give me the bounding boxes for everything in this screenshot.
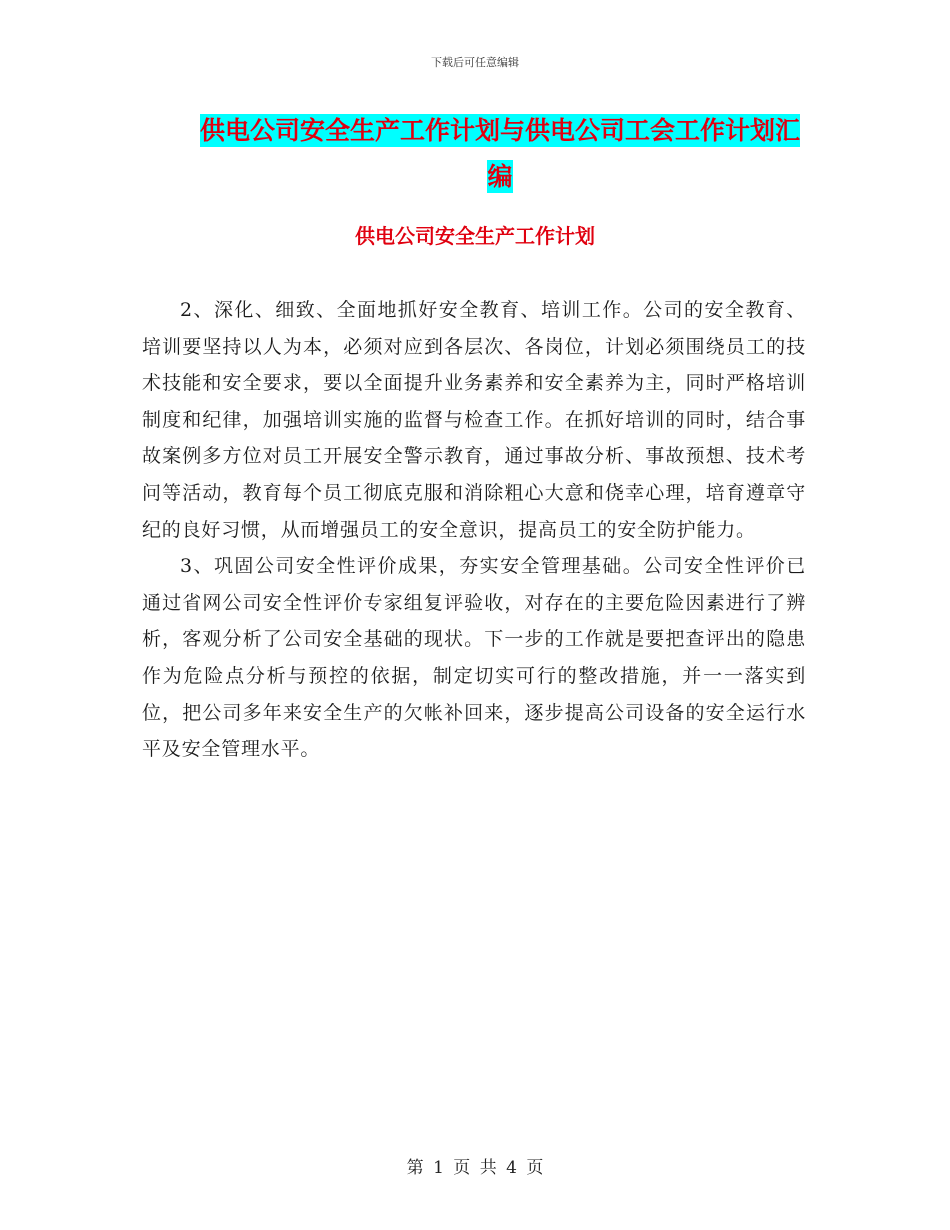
section-title: 供电公司安全生产工作计划: [355, 224, 595, 248]
paragraph: 3、巩固公司安全性评价成果，夯实安全管理基础。公司安全性评价已通过省网公司安全性评价专家组复评验收，对存在的主要危险因素进行了辨析，客观分析了公司安全基础的现状。下一步的工作就是要把查评出的隐患作为危险点分析与预控的依据，制定切实可行的整改措施，并一一落实到位，把公司多年来安全生产的欠帐补回来，逐步提高公司设备的安全运行水平及安全管理水平。: [142, 555, 806, 761]
header-note: 下载后可任意编辑: [431, 56, 519, 69]
document-title-text: 供电公司安全生产工作计划与供电公司工会工作计划汇编: [199, 116, 800, 191]
page-number: 第 1 页 共 4 页: [406, 1158, 544, 1178]
paragraph: 2、深化、细致、全面地抓好安全教育、培训工作。公司的安全教育、培训要坚持以人为本，必须对应到各层次、各岗位，计划必须围绕员工的技术技能和安全要求，要以全面提升业务素养和安全素养为主，同时严格培训制度和纪律，加强培训实施的监督与检查工作。在抓好培训的同时，结合事故案例多方位对员工开展安全警示教育，通过事故分析、事故预想、技术考问等活动，教育每个员工彻底克服和消除粗心大意和侥幸心理，培育遵章守纪的良好习惯，从而增强员工的安全意识，提高员工的安全防护能力。: [142, 299, 806, 541]
document-body: [142, 292, 806, 768]
document-title: [190, 108, 810, 200]
